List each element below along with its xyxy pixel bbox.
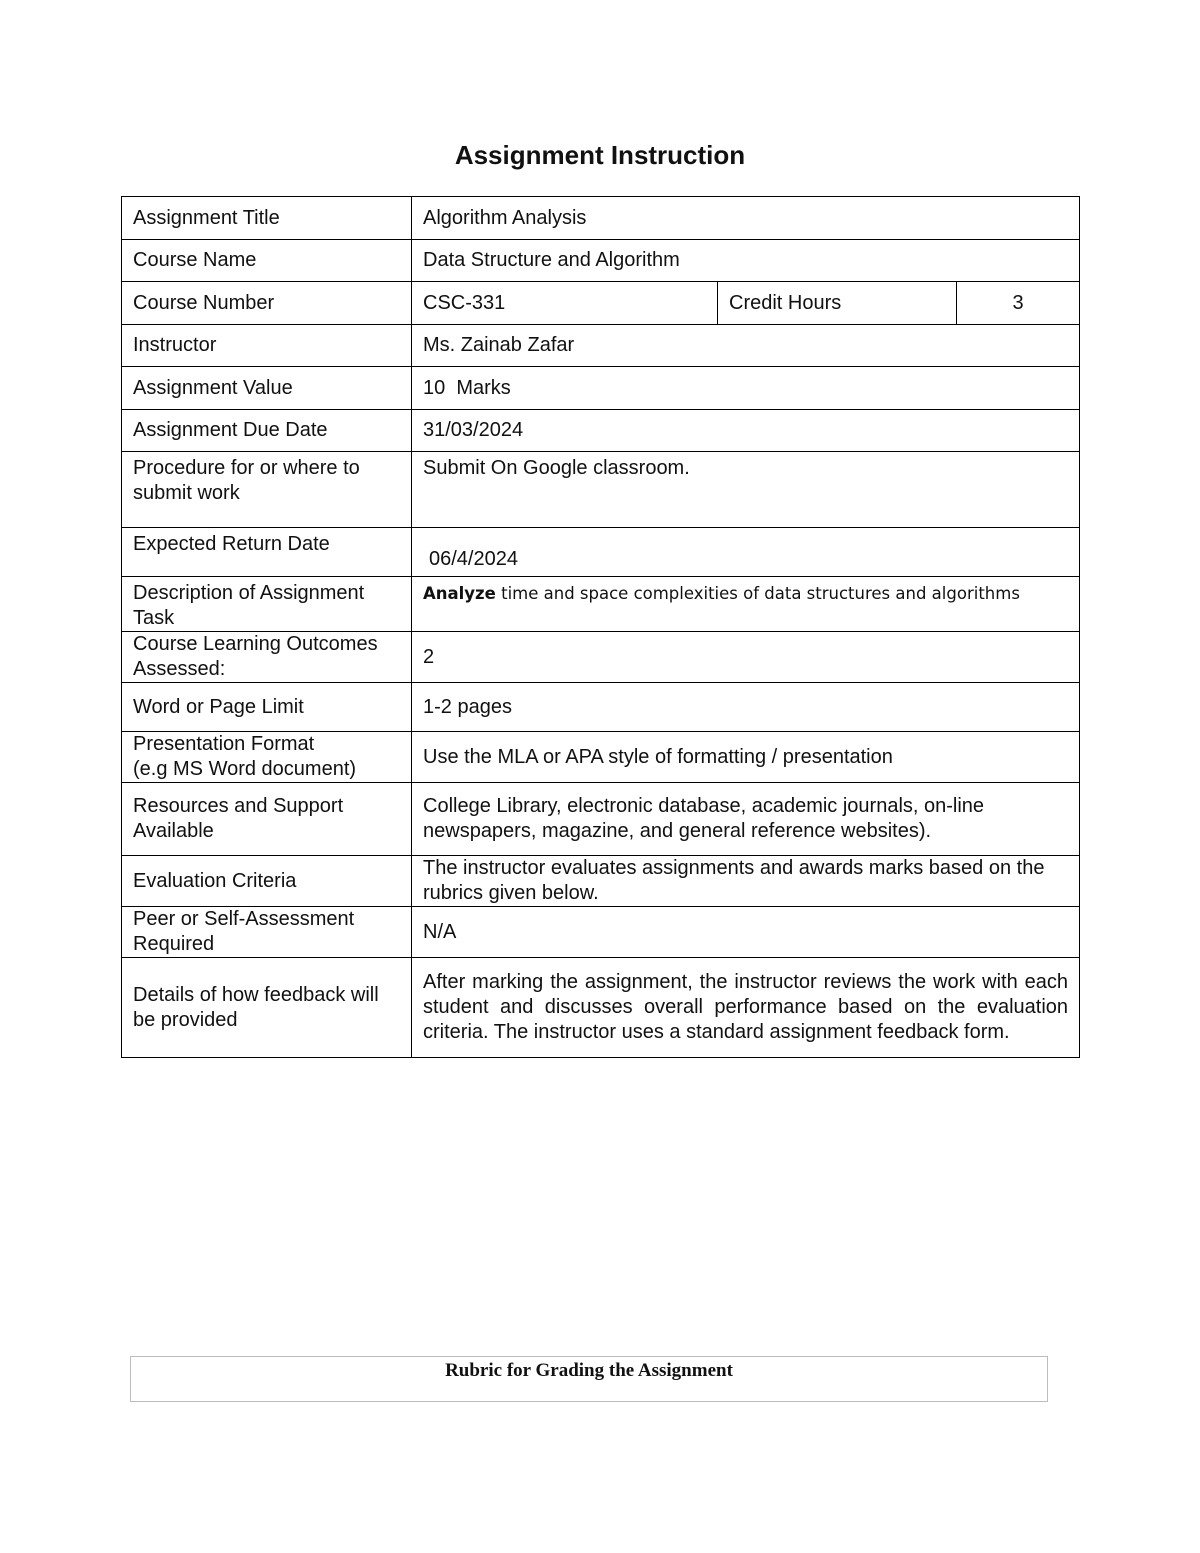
row-value: College Library, electronic database, academic journals, on-line newspapers, magazine, and general reference websites).	[412, 783, 1080, 856]
assignment-value-text: 10 Marks	[423, 376, 511, 399]
table-row	[122, 367, 1080, 410]
row-label: Details of how feedback will be provided	[122, 958, 412, 1058]
row-value: 2	[412, 632, 1080, 683]
table-row	[122, 907, 1080, 958]
row-value: Ms. Zainab Zafar	[412, 325, 1080, 367]
row-label: Resources and Support Available	[122, 783, 412, 856]
row-value: Use the MLA or APA style of formatting / presentation	[412, 732, 1080, 783]
table-row	[122, 732, 1080, 783]
row-value: Data Structure and Algorithm	[412, 240, 1080, 282]
assignment-info-table	[121, 196, 1080, 1058]
row-value: 1-2 pages	[412, 683, 1080, 732]
row-label: Evaluation Criteria	[122, 856, 412, 907]
row-label: Procedure for or where to submit work	[122, 452, 412, 528]
return-date-text: 06/4/2024	[429, 547, 518, 570]
row-label: Word or Page Limit	[122, 683, 412, 732]
row-label: Description of Assignment Task	[122, 577, 412, 632]
row-value	[412, 577, 1080, 632]
row-label: Assignment Title	[122, 197, 412, 240]
table-row	[122, 958, 1080, 1058]
row-value: Algorithm Analysis	[412, 197, 1080, 240]
table-row	[122, 197, 1080, 240]
table-row	[122, 783, 1080, 856]
row-value: After marking the assignment, the instructor reviews the work with each student and discusses overall performance based on the evaluation criteria. The instructor uses a standard assignment feedback form.	[412, 958, 1080, 1058]
row-label	[122, 732, 412, 783]
table-row	[122, 452, 1080, 528]
table-row	[122, 577, 1080, 632]
row-label: Assignment Value	[122, 367, 412, 410]
table-row	[122, 528, 1080, 577]
row-label: Course Name	[122, 240, 412, 282]
table-row	[122, 325, 1080, 367]
table-row	[122, 683, 1080, 732]
credit-hours-value: 3	[957, 282, 1080, 325]
row-value: The instructor evaluates assignments and awards marks based on the rubrics given below.	[412, 856, 1080, 907]
row-value	[412, 528, 1080, 577]
row-value: 31/03/2024	[412, 410, 1080, 452]
row-label: Expected Return Date	[122, 528, 412, 577]
credit-hours-label: Credit Hours	[718, 282, 957, 325]
description-verb: Analyze	[423, 584, 496, 603]
table-row	[122, 632, 1080, 683]
presentation-label-line1: Presentation Format	[133, 733, 315, 755]
row-label: Course Number	[122, 282, 412, 325]
table-row	[122, 856, 1080, 907]
page-title: Assignment Instruction	[454, 140, 746, 170]
row-label: Instructor	[122, 325, 412, 367]
row-value: N/A	[412, 907, 1080, 958]
presentation-label-line2: (e.g MS Word document)	[133, 758, 357, 780]
row-label: Assignment Due Date	[122, 410, 412, 452]
row-value: CSC-331	[412, 282, 718, 325]
row-label: Course Learning Outcomes Assessed:	[122, 632, 412, 683]
table-row	[122, 240, 1080, 282]
row-value	[412, 367, 1080, 410]
rubric-title: Rubric for Grading the Assignment	[130, 1356, 1048, 1402]
row-value: Submit On Google classroom.	[412, 452, 1080, 528]
table-row	[122, 410, 1080, 452]
table-row	[122, 282, 1080, 325]
row-label: Peer or Self-Assessment Required	[122, 907, 412, 958]
description-rest: time and space complexities of data structures and algorithms	[495, 584, 1020, 603]
